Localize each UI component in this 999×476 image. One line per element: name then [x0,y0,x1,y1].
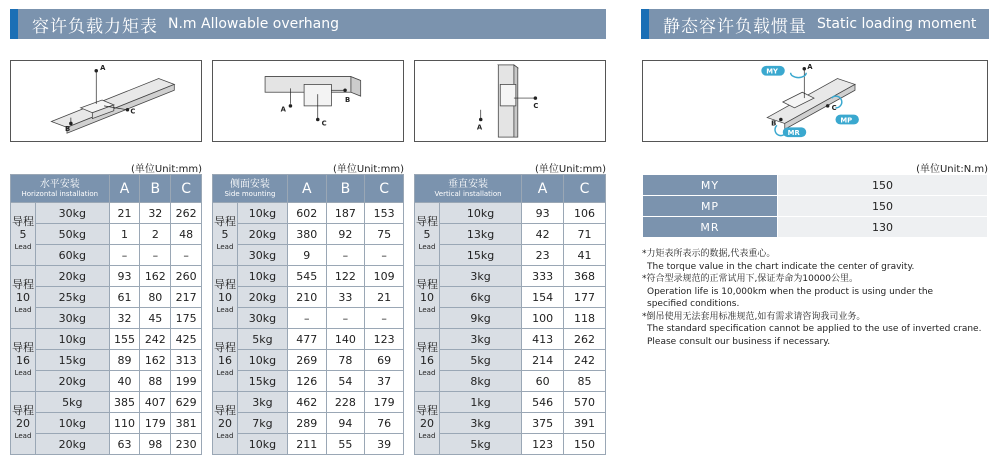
table-row [11,434,202,455]
value-cell: 85 [564,371,606,392]
value-cell: 123 [365,329,404,350]
load-weight-cell: 10kg [36,413,110,434]
table-header-row [213,175,404,203]
label-mp: MP [840,116,853,125]
load-weight-cell: 20kg [238,287,288,308]
note-line: Please consult our business if necessary. [647,336,831,347]
lead-value: 16 [218,353,232,367]
value-cell: 413 [522,329,564,350]
value-cell: 179 [365,392,404,413]
load-weight-cell: 20kg [36,434,110,455]
value-cell: 1 [109,224,140,245]
table-row [213,224,404,245]
load-weight-cell: 5kg [440,434,522,455]
value-cell: 69 [365,350,404,371]
lead-word: 导程 [416,340,438,354]
table-row [643,217,988,238]
lead-word: 导程 [12,277,34,291]
table-row [11,371,202,392]
lead-en: Lead [418,431,436,440]
table-row [11,245,202,266]
lead-word: 导程 [12,403,34,417]
section-title-en: Static loading moment [817,16,977,32]
lead-word: 导程 [416,214,438,228]
load-weight-cell: 15kg [238,371,288,392]
lead-en: Lead [216,305,234,314]
load-weight-cell: 10kg [238,203,288,224]
lead-en: Lead [14,431,32,440]
value-cell: 9 [287,245,326,266]
value-cell: 48 [171,224,202,245]
table-row [213,245,404,266]
label-my: MY [766,67,778,76]
load-weight-cell: 10kg [238,266,288,287]
load-weight-cell: 10kg [238,434,288,455]
section-header-allowable-overhang [10,9,606,39]
load-weight-cell: 30kg [238,308,288,329]
value-cell: 140 [326,329,365,350]
lead-value: 10 [420,290,434,304]
lead-en: Lead [14,242,32,251]
load-weight-cell: 5kg [440,350,522,371]
load-weight-cell: 60kg [36,245,110,266]
value-cell: 242 [140,329,171,350]
value-cell: 60 [522,371,564,392]
value-cell: 39 [365,434,404,455]
value-cell: 76 [365,413,404,434]
table-row [415,434,606,455]
label-a: A [476,123,483,132]
value-cell: 21 [109,203,140,224]
column-header: C [564,175,606,203]
load-weight-cell: 7kg [238,413,288,434]
table-row [643,175,988,196]
lead-word: 导程 [416,277,438,291]
load-weight-cell: 8kg [440,371,522,392]
moment-key: MP [643,196,778,217]
table-row [213,392,404,413]
lead-value: 10 [218,290,232,304]
label-c: C [831,103,837,112]
value-cell: 391 [564,413,606,434]
value-cell: 126 [287,371,326,392]
value-cell: 78 [326,350,365,371]
note-line: specified conditions. [647,299,740,309]
value-cell: 570 [564,392,606,413]
section-title-en: N.m Allowable overhang [168,16,339,32]
note-line: The torque value in the chart indicate the center of gravity. [647,261,915,272]
lead-word: 导程 [214,403,236,417]
column-header: C [365,175,404,203]
value-cell: – [326,308,365,329]
value-cell: 88 [140,371,171,392]
lead-en: Lead [14,305,32,314]
lead-value: 16 [420,353,434,367]
lead-word: 导程 [12,214,34,228]
notes [642,248,992,348]
diagram-side-mounting [212,60,404,142]
label-mr: MR [787,129,800,138]
value-cell: 92 [326,224,365,245]
table-row [213,287,404,308]
lead-group-cell [11,329,36,392]
value-cell: 80 [140,287,171,308]
value-cell: 602 [287,203,326,224]
value-cell: 217 [171,287,202,308]
value-cell: 177 [564,287,606,308]
value-cell: 162 [140,350,171,371]
value-cell: 150 [564,434,606,455]
lead-group-cell [11,392,36,455]
diagram-vertical-installation [414,60,606,142]
value-cell: 199 [171,371,202,392]
value-cell: 40 [109,371,140,392]
value-cell: – [326,245,365,266]
section-header-static-loading [641,9,989,39]
lead-word: 导程 [214,340,236,354]
table-row [415,203,606,224]
value-cell: 162 [140,266,171,287]
load-weight-cell: 6kg [440,287,522,308]
load-weight-cell: 25kg [36,287,110,308]
value-cell: 153 [365,203,404,224]
lead-en: Lead [14,368,32,377]
load-weight-cell: 1kg [440,392,522,413]
table-header-row [11,175,202,203]
value-cell: 55 [326,434,365,455]
lead-group-cell [213,392,238,455]
label-c: C [321,119,327,128]
table-row [11,224,202,245]
column-header: C [171,175,202,203]
moment-value: 150 [778,175,988,196]
installation-label-zh: 侧面安装 [229,179,270,190]
table-row [213,266,404,287]
moment-key: MY [643,175,778,196]
load-weight-cell: 9kg [440,308,522,329]
load-weight-cell: 5kg [238,329,288,350]
lead-group-cell [415,329,440,392]
value-cell: 187 [326,203,365,224]
table-row [11,287,202,308]
lead-value: 5 [423,227,431,241]
section-title-zh: 容许负载力矩表 [32,16,158,37]
value-cell: 407 [140,392,171,413]
table-row [213,434,404,455]
table-row [415,287,606,308]
load-weight-cell: 13kg [440,224,522,245]
value-cell: 32 [109,308,140,329]
value-cell: – [365,245,404,266]
value-cell: 425 [171,329,202,350]
table-row [213,371,404,392]
table-row [415,371,606,392]
column-header: A [109,175,140,203]
lead-value: 20 [16,416,30,430]
value-cell: 23 [522,245,564,266]
table-row [213,203,404,224]
load-weight-cell: 30kg [36,203,110,224]
lead-en: Lead [418,368,436,377]
lead-value: 5 [19,227,27,241]
label-b: B [771,119,777,128]
table-row [415,308,606,329]
lead-group-cell [11,266,36,329]
table-row [213,413,404,434]
value-cell: – [287,308,326,329]
installation-label-en: Vertical installation [434,190,502,198]
lead-group-cell [213,266,238,329]
value-cell: 106 [564,203,606,224]
moment-key: MR [643,217,778,238]
lead-word: 导程 [214,277,236,291]
value-cell: 32 [140,203,171,224]
value-cell: 477 [287,329,326,350]
table-row [643,196,988,217]
table-row [415,224,606,245]
value-cell: 211 [287,434,326,455]
installation-label-zh: 水平安装 [39,179,80,190]
value-cell: 228 [326,392,365,413]
load-weight-cell: 15kg [36,350,110,371]
value-cell: 37 [365,371,404,392]
load-weight-cell: 30kg [238,245,288,266]
table-row [11,329,202,350]
value-cell: 110 [109,413,140,434]
value-cell: 381 [171,413,202,434]
value-cell: 260 [171,266,202,287]
lead-value: 16 [16,353,30,367]
lead-en: Lead [418,242,436,251]
lead-group-cell [415,392,440,455]
lead-value: 5 [221,227,229,241]
value-cell: 154 [522,287,564,308]
column-header: A [522,175,564,203]
note-line: *力矩表所表示的数据,代表重心。 [642,249,776,259]
value-cell: 33 [326,287,365,308]
table-row [213,308,404,329]
load-weight-cell: 3kg [440,329,522,350]
value-cell: 45 [140,308,171,329]
load-weight-cell: 3kg [238,392,288,413]
value-cell: 71 [564,224,606,245]
unit-label: (单位Unit:mm) [534,164,606,175]
value-cell: 385 [109,392,140,413]
load-weight-cell: 10kg [36,329,110,350]
value-cell: – [365,308,404,329]
section-title-zh: 静态容许负载惯量 [663,16,807,37]
unit-label: (单位Unit:N.m) [916,164,988,175]
value-cell: 94 [326,413,365,434]
unit-label: (单位Unit:mm) [130,164,202,175]
value-cell: 546 [522,392,564,413]
load-weight-cell: 20kg [36,371,110,392]
table-row [415,413,606,434]
value-cell: 42 [522,224,564,245]
load-weight-cell: 20kg [36,266,110,287]
table-row [11,413,202,434]
lead-value: 10 [16,290,30,304]
load-weight-cell: 20kg [238,224,288,245]
installation-label [415,175,522,203]
note-line: *符合型录规范的正常试用下,保证寿命为10000公里。 [642,274,858,284]
lead-en: Lead [216,368,234,377]
value-cell: 262 [171,203,202,224]
value-cell: 375 [522,413,564,434]
value-cell: 289 [287,413,326,434]
table-row [11,266,202,287]
lead-value: 20 [218,416,232,430]
load-weight-cell: 3kg [440,413,522,434]
table-header-row [415,175,606,203]
lead-word: 导程 [12,340,34,354]
lead-group-cell [213,203,238,266]
lead-group-cell [415,266,440,329]
value-cell: 21 [365,287,404,308]
value-cell: 210 [287,287,326,308]
installation-label [11,175,110,203]
column-header: B [140,175,171,203]
load-weight-cell: 5kg [36,392,110,413]
value-cell: 333 [522,266,564,287]
value-cell: 93 [522,203,564,224]
value-cell: 75 [365,224,404,245]
lead-word: 导程 [214,214,236,228]
table-row [11,203,202,224]
value-cell: 242 [564,350,606,371]
value-cell: 155 [109,329,140,350]
value-cell: 462 [287,392,326,413]
table-row [213,350,404,371]
label-a: A [807,62,813,71]
value-cell: 118 [564,308,606,329]
value-cell: 54 [326,371,365,392]
value-cell: 89 [109,350,140,371]
load-weight-cell: 15kg [440,245,522,266]
moment-value: 150 [778,196,988,217]
value-cell: 109 [365,266,404,287]
note-line: Operation life is 10,000km when the product is using under the [647,286,934,297]
label-b: B [65,125,71,134]
note-line: *倒吊使用无法套用标准规范,如有需求请咨询我司业务。 [642,311,866,322]
installation-label-en: Horizontal installation [21,190,99,198]
label-c: C [130,107,136,116]
value-cell: – [109,245,140,266]
table-row [11,350,202,371]
note-line: The standard specification cannot be applied to the use of inverted crane. [647,324,982,334]
lead-en: Lead [216,242,234,251]
installation-label-zh: 垂直安装 [448,179,489,190]
load-weight-cell: 10kg [238,350,288,371]
value-cell: 380 [287,224,326,245]
lead-word: 导程 [416,403,438,417]
table-row [415,245,606,266]
label-a: A [100,63,106,72]
value-cell: 214 [522,350,564,371]
table-side-mounting [212,174,404,455]
load-weight-cell: 3kg [440,266,522,287]
value-cell: 179 [140,413,171,434]
column-header: B [326,175,365,203]
value-cell: 230 [171,434,202,455]
value-cell: 262 [564,329,606,350]
moment-value: 130 [778,217,988,238]
value-cell: 123 [522,434,564,455]
label-a: A [280,105,286,114]
value-cell: 629 [171,392,202,413]
table-row [415,329,606,350]
table-horizontal-installation [10,174,202,455]
table-row [11,392,202,413]
value-cell: 269 [287,350,326,371]
value-cell: 93 [109,266,140,287]
table-row [415,266,606,287]
value-cell: 175 [171,308,202,329]
table-vertical-installation [414,174,606,455]
value-cell: 41 [564,245,606,266]
value-cell: – [171,245,202,266]
load-weight-cell: 10kg [440,203,522,224]
installation-label [213,175,288,203]
table-row [415,392,606,413]
lead-group-cell [213,329,238,392]
value-cell: 545 [287,266,326,287]
installation-label-en: Side mounting [224,190,276,198]
value-cell: 2 [140,224,171,245]
diagram-static-loading-moment [642,60,988,142]
table-row [213,329,404,350]
value-cell: 63 [109,434,140,455]
value-cell: 98 [140,434,171,455]
column-header: A [287,175,326,203]
value-cell: – [140,245,171,266]
label-b: B [345,95,351,104]
value-cell: 100 [522,308,564,329]
unit-label: (单位Unit:mm) [332,164,404,175]
load-weight-cell: 50kg [36,224,110,245]
lead-value: 20 [420,416,434,430]
table-row [415,350,606,371]
value-cell: 61 [109,287,140,308]
load-weight-cell: 30kg [36,308,110,329]
table-static-loading-moment [642,174,988,238]
value-cell: 122 [326,266,365,287]
value-cell: 368 [564,266,606,287]
lead-en: Lead [418,305,436,314]
lead-en: Lead [216,431,234,440]
lead-group-cell [11,203,36,266]
label-c: C [533,101,539,110]
table-row [11,308,202,329]
value-cell: 313 [171,350,202,371]
diagram-horizontal-installation [10,60,202,142]
lead-group-cell [415,203,440,266]
